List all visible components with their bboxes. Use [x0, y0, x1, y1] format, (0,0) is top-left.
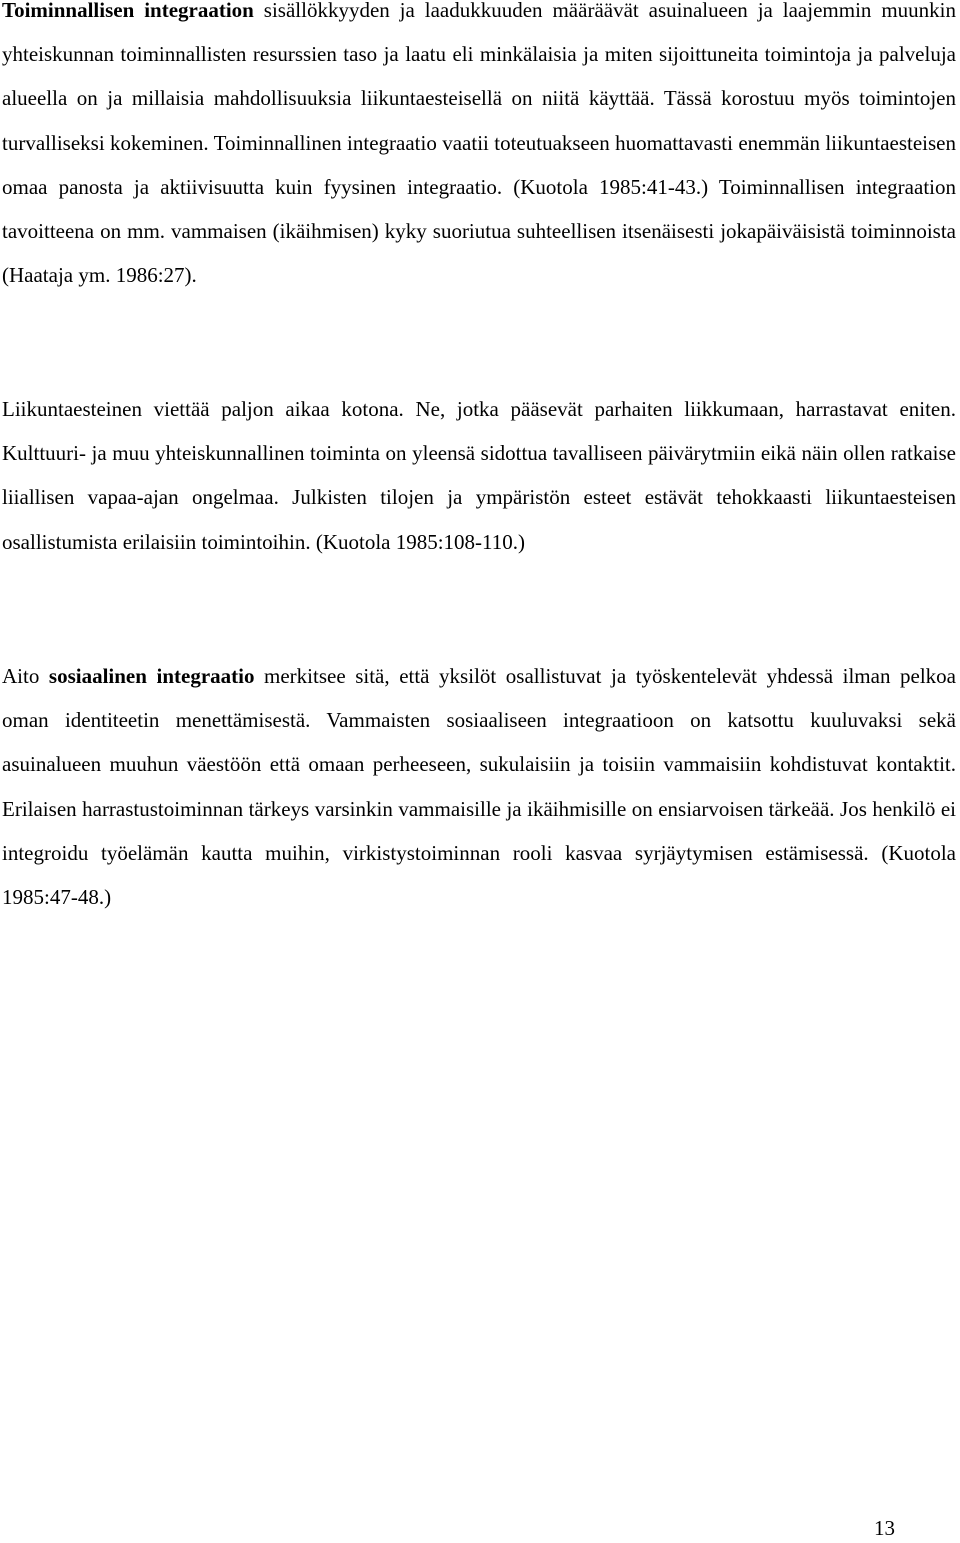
paragraph-3-text: merkitsee sitä, että yksilöt osallistuvat ja työskentelevät yhdessä ilman pelkoa oman identiteetin menettämisestä. Vammaisten sosiaaliseen integraatioon on katsottu kuuluvaksi sekä asuinalueen muuhun väestöön että omaan perheeseen, sukulaisiin ja toisiin vammaisiin kohdistuvat kontaktit. Erilaisen harrastustoiminnan tärkeys varsinkin vammaisille ja ikäihmisille on ensiarvoisen tärkeää. Jos henkilö ei integroidu työelämän kautta muihin, virkistystoiminnan rooli kasvaa syrjäytymisen estämisessä. (Kuotola 1985:47-48.) [2, 664, 956, 910]
paragraph-3-prefix: Aito [2, 664, 49, 688]
term-social-integration: sosiaalinen integraatio [48, 664, 255, 688]
paragraph-social-integration [2, 654, 956, 919]
paragraph-mobility-impaired-leisure [2, 387, 956, 564]
paragraph-functional-integration [2, 0, 956, 297]
paragraph-2-text: Liikuntaesteinen viettää paljon aikaa kotona. Ne, jotka pääsevät parhaiten liikkumaan, harrastavat eniten. Kulttuuri- ja muu yhteiskunnallinen toiminta on yleensä sidottua tavalliseen päivärytmiin eikä näin ollen ratkaise liiallisen vapaa-ajan ongelmaa. Julkisten tilojen ja ympäristön esteet estävät tehokkaasti liikuntaesteisen osallistumista erilaisiin toimintoihin. (Kuotola 1985:108-110.) [2, 397, 956, 554]
paragraph-1-text: sisällökkyyden ja laadukkuuden määräävät asuinalueen ja laajemmin muunkin yhteiskunnan toiminnallisten resurssien taso ja laatu eli minkälaisia ja miten sijoittuneita toimintoja ja palveluja alueella on ja millaisia mahdollisuuksia liikuntaesteisellä on niitä käyttää. Tässä korostuu myös toimintojen turvalliseksi kokeminen. Toiminnallinen integraatio vaatii toteutuakseen huomattavasti enemmän liikuntaesteisen omaa panosta ja aktiivisuutta kuin fyysinen integraatio. (Kuotola 1985:41-43.) Toiminnallisen integraation tavoitteena on mm. vammaisen (ikäihmisen) kyky suoriutua suhteellisen itsenäisesti jokapäiväisistä toiminnoista (Haataja ym. 1986:27). [2, 0, 956, 288]
term-functional-integration: Toiminnallisen integraation [2, 0, 254, 22]
page-number: 13 [874, 1516, 895, 1540]
